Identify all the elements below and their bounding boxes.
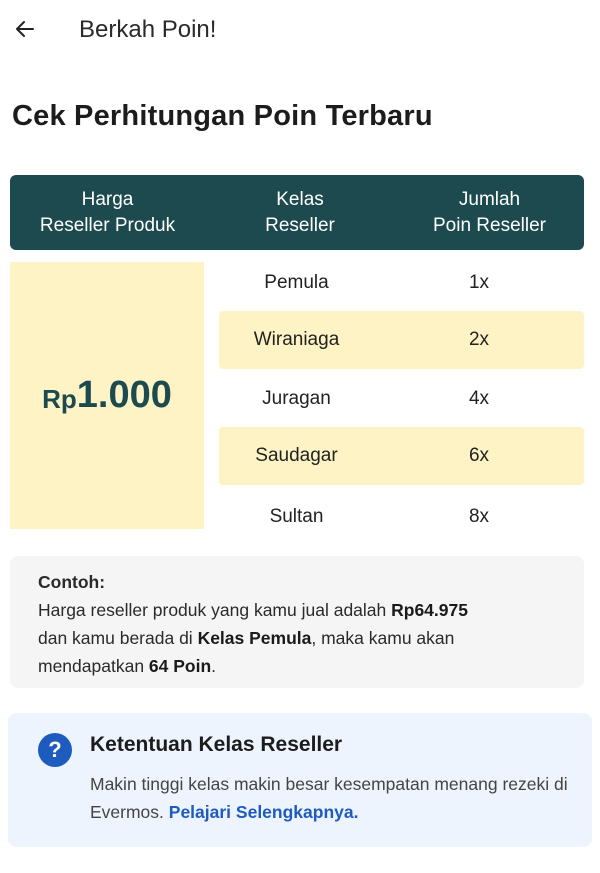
header-jumlah: Jumlah Poin Reseller <box>433 188 546 236</box>
info-title: Ketentuan Kelas Reseller <box>90 733 343 756</box>
price-cell <box>10 262 204 529</box>
section-title: Cek Perhitungan Poin Terbaru <box>12 100 433 132</box>
example-points: 64 Poin <box>148 656 212 676</box>
table-header <box>10 175 584 250</box>
table-row <box>219 311 584 369</box>
app-title: Berkah Poin! <box>79 16 217 43</box>
info-description: Makin tinggi kelas makin besar kesempatan menang rezeki di Evermos. Pelajari Selengkapnya. <box>90 774 568 822</box>
app-bar <box>0 0 600 62</box>
table-row <box>219 254 584 312</box>
point-multiplier: 4x <box>468 388 490 409</box>
point-multiplier: 8x <box>468 506 490 527</box>
header-kelas: Kelas Reseller <box>265 188 335 236</box>
point-multiplier: 6x <box>468 445 490 466</box>
table-row <box>219 370 584 428</box>
price-value: 1.000 <box>76 374 172 416</box>
class-name: Sultan <box>269 506 324 527</box>
example-amount: Rp64.975 <box>391 600 468 620</box>
example-box <box>10 556 584 688</box>
example-label: Contoh: <box>38 572 106 592</box>
learn-more-link[interactable]: Pelajari Selengkapnya. <box>168 802 359 822</box>
class-name: Juragan <box>262 388 331 409</box>
class-name: Saudagar <box>255 445 338 466</box>
price-currency: Rp <box>42 384 77 414</box>
table-row <box>219 427 584 485</box>
info-box <box>8 713 592 847</box>
arrow-left-icon <box>13 17 37 41</box>
point-multiplier: 2x <box>468 329 490 350</box>
example-text: Harga reseller produk yang kamu jual adalah Rp64.975 dan kamu berada di Kelas Pemula, maka kamu akan mendapatkan 64 Poin. <box>38 600 468 676</box>
class-name: Wiraniaga <box>253 329 340 350</box>
back-button[interactable] <box>10 14 40 44</box>
class-name: Pemula <box>264 272 329 293</box>
point-multiplier: 1x <box>468 272 490 293</box>
table-row <box>219 488 584 546</box>
header-harga: Harga Reseller Produk <box>39 188 176 236</box>
example-class: Kelas Pemula <box>197 628 312 648</box>
question-circle-icon: ? <box>38 733 72 767</box>
